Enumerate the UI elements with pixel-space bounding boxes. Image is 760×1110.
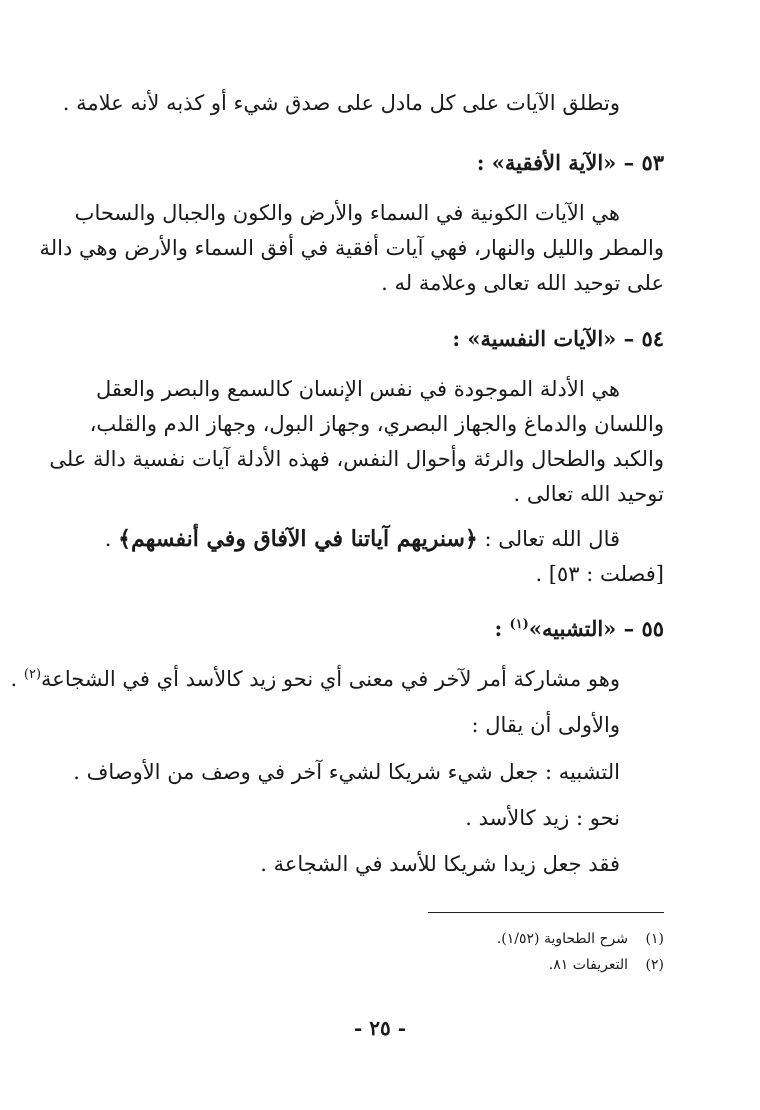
separator: – bbox=[623, 326, 635, 351]
separator: – bbox=[623, 616, 635, 641]
footnote-text: شرح الطحاوية (١/٥٢). bbox=[496, 931, 628, 947]
colon: : bbox=[494, 616, 503, 641]
footnote-ref-1[interactable]: (١) bbox=[509, 617, 529, 632]
verse-text: ﴿سنريهم آياتنا في الآفاق وفي أنفسهم﴾ bbox=[118, 526, 478, 552]
intro-paragraph: وتطلق الآيات على كل مادل على صدق شيء أو كذبه لأنه علامة . bbox=[62, 91, 620, 115]
section-number: ٥٥ bbox=[641, 616, 664, 641]
section-number: ٥٣ bbox=[641, 150, 664, 175]
section-55-line-1 bbox=[10, 664, 620, 694]
section-number: ٥٤ bbox=[641, 326, 664, 351]
quote-prefix: قال الله تعالى : bbox=[484, 527, 620, 551]
colon: : bbox=[476, 150, 485, 175]
verse-citation: [فصلت : ٥٣] . bbox=[535, 562, 664, 586]
separator: – bbox=[623, 150, 635, 175]
section-54-heading bbox=[96, 324, 664, 354]
footnote-number: (٢) bbox=[645, 957, 664, 973]
section-53-line-1: هي الآيات الكونية في السماء والأرض والكون والجبال والسحاب bbox=[74, 201, 620, 225]
footnote-number: (١) bbox=[645, 931, 664, 947]
footnote-ref-2[interactable]: (٢) bbox=[23, 667, 42, 682]
definition-text: وهو مشاركة أمر لآخر في معنى أي نحو زيد كالأسد أي في الشجاعة bbox=[41, 667, 620, 691]
section-title: «الآية الأفقية» bbox=[491, 150, 617, 175]
section-53-heading bbox=[96, 148, 664, 178]
section-53-line-2: والمطر والليل والنهار، فهي آيات أفقية في أفق السماء والأرض وهي دالة bbox=[39, 236, 664, 260]
section-54-line-1: هي الأدلة الموجودة في نفس الإنسان كالسمع والبصر والعقل bbox=[96, 377, 620, 401]
section-title: «التشبيه» bbox=[528, 616, 617, 641]
section-55-line-5: فقد جعل زيدا شريكا للأسد في الشجاعة . bbox=[260, 852, 620, 876]
section-53-line-3: على توحيد الله تعالى وعلامة له . bbox=[381, 271, 664, 295]
footnote-text: التعريفات ٨١. bbox=[548, 957, 628, 973]
section-54-line-2: واللسان والدماغ والجهاز البصري، وجهاز البول، وجهاز الدم والقلب، bbox=[89, 412, 664, 436]
section-55-line-2: والأولى أن يقال : bbox=[471, 713, 620, 737]
footnote-divider bbox=[428, 912, 664, 913]
section-55-line-4: نحو : زيد كالأسد . bbox=[465, 806, 620, 830]
verse-end: . bbox=[104, 527, 112, 551]
section-55-line-3: التشبيه : جعل شيء شريكا لشيء آخر في وصف من الأوصاف . bbox=[73, 760, 620, 784]
page-number: - ٢٥ - bbox=[353, 1016, 406, 1040]
footnote-2 bbox=[549, 955, 664, 975]
section-title: «الآيات النفسية» bbox=[467, 326, 617, 351]
section-55-heading bbox=[96, 614, 664, 644]
line-end: . bbox=[10, 667, 18, 691]
section-54-line-3: والكبد والطحال والرئة وأحوال النفس، فهذه الأدلة آيات نفسية دالة على bbox=[49, 447, 664, 471]
footnote-1 bbox=[497, 929, 664, 949]
quran-quote bbox=[96, 524, 620, 554]
section-54-line-4: توحيد الله تعالى . bbox=[513, 482, 664, 506]
colon: : bbox=[452, 326, 461, 351]
